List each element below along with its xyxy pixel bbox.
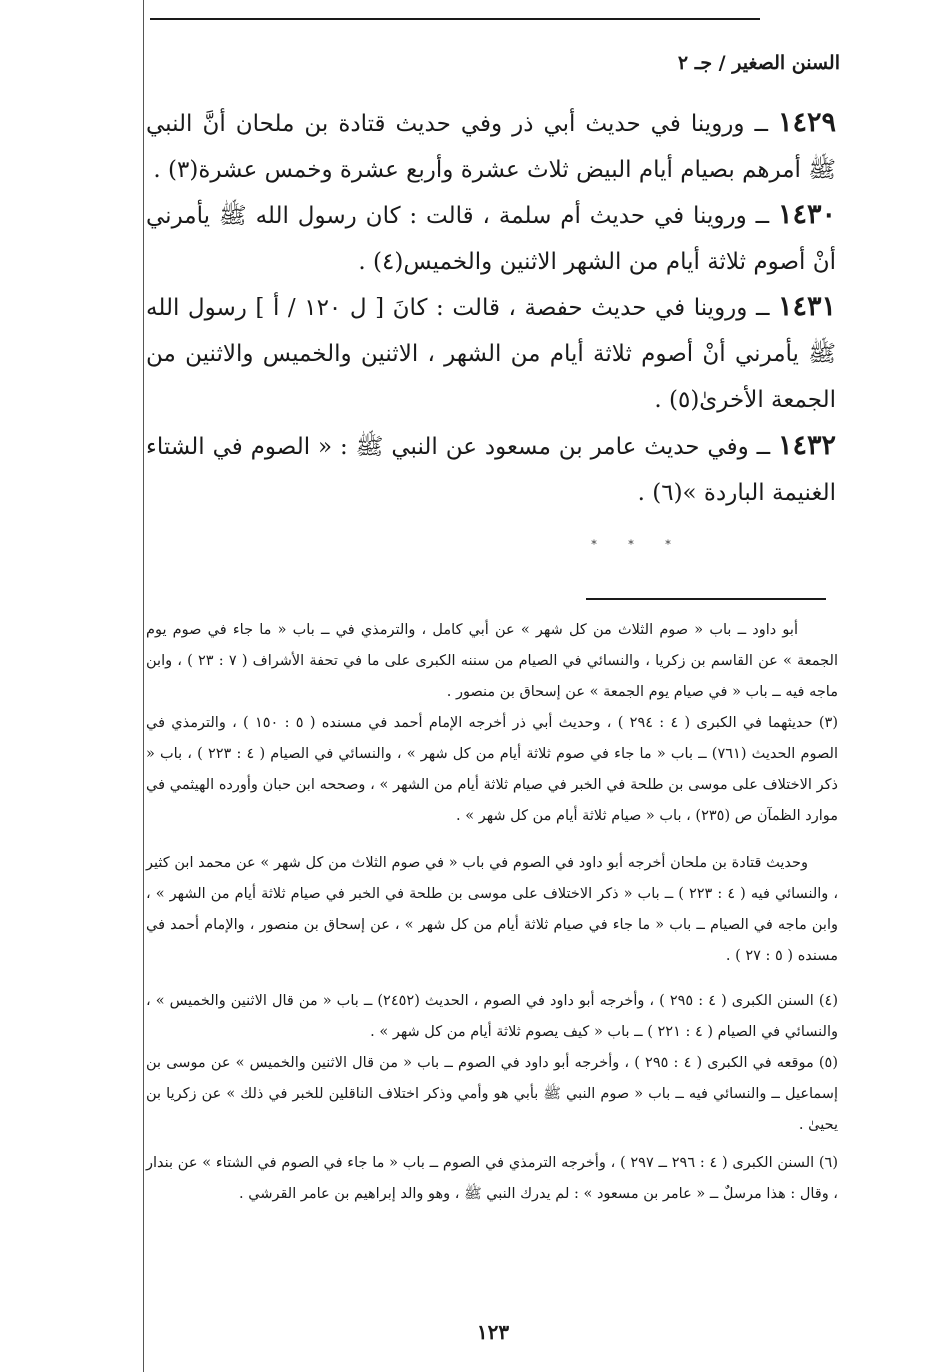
hadith-1431 xyxy=(146,284,836,423)
running-title: السنن الصغير / جـ ٢ xyxy=(677,52,840,74)
footnote-5: (٥) موقعه في الكبرى ( ٤ : ٢٩٥ ) ، وأخرجه أبو داود في الصوم ــ باب « من قال الاثنين والخميس » عن موسى بن إسماعيل ــ والنسائي فيه ــ باب « صوم النبي ﷺ بأبي هو وأمي وذكر اختلاف الناقلين للخبر في ذلك » عن زكريا بن يحيىٰ . xyxy=(146,1055,839,1133)
hadith-1429 xyxy=(146,100,836,193)
hadith-number: ١٤٣٢ xyxy=(777,430,836,461)
footnote-rule xyxy=(586,598,826,600)
hadith-1430 xyxy=(146,192,836,285)
footnote-continuation: أبو داود ــ باب « صوم الثلاث من كل شهر » عن أبي كامل ، والترمذي في ــ باب « ما جاء في صوم يوم الجمعة » عن القاسم بن زكريا ، والنسائي في الصيام من سننه الكبرى على ما في تحفة الأشراف ( ٧ : ٢٣ ) ، وابن ماجه فيه ــ باب « في صيام يوم الجمعة » عن إسحاق بن منصور . xyxy=(146,622,838,700)
page-number: ١٢٣ xyxy=(476,1320,510,1344)
hadith-text: ــ وروينا في حديث أم سلمة ، قالت : كان رسول الله ﷺ يأمرني أنْ أصوم ثلاثة أيام من الشهر الاثنين والخميس(٤) . xyxy=(146,203,836,275)
footnote-6: (٦) السنن الكبرى ( ٤ : ٢٩٦ ــ ٢٩٧ ) ، وأخرجه الترمذي في الصوم ــ باب « ما جاء في الصوم في الشتاء » عن بندار ، وقال : هذا مرسلٌ ــ « عامر بن مسعود » : لم يدرك النبي ﷺ ، وهو والد إبراهيم بن عامر القرشي . xyxy=(146,1155,839,1202)
footnote-4: (٤) السنن الكبرى ( ٤ : ٢٩٥ ) ، وأخرجه أبو داود في الصوم ، الحديث (٢٤٥٢) ــ باب « من قال الاثنين والخميس » ، والنسائي في الصيام ( ٤ : ٢٢١ ) ــ باب « كيف يصوم ثلاثة أيام من كل شهر » . xyxy=(146,993,839,1040)
hadith-text: ــ وروينا في حديث أبي ذر وفي حديث قتادة بن ملحان أنَّ النبي ﷺ أمرهم بصيام أيام البيض ثلاث عشرة وأربع عشرة وخمس عشرة(٣) . xyxy=(146,111,836,183)
margin-line xyxy=(143,0,144,1372)
footnote-3-continued: وحديث قتادة بن ملحان أخرجه أبو داود في الصوم في باب « في صوم الثلاث من كل شهر » عن محمد ابن كثير ، والنسائي فيه ( ٤ : ٢٢٣ ) ــ باب « ذكر الاختلاف على موسى بن طلحة في الخبر في صيام ثلاثة أيام من الشهر » ، وابن ماجه في الصيام ــ باب « ما جاء في صيام ثلاثة أيام من كل شهر » ، عن إسحاق بن منصور ، والإمام أحمد في مسنده ( ٥ : ٢٧ ) . xyxy=(146,855,839,964)
hadith-text: ــ وفي حديث عامر بن مسعود عن النبي ﷺ : « الصوم في الشتاء الغنيمة الباردة »(٦) . xyxy=(146,434,836,506)
hadith-1432 xyxy=(146,423,836,516)
hadith-number: ١٤٣٠ xyxy=(777,199,836,230)
hadith-text: ــ وروينا في حديث حفصة ، قالت : كانَ [ ل ١٢٠ / أ ] رسول الله ﷺ يأمرني أنْ أصوم ثلاثة أيام من الشهر ، الاثنين والخميس والاثنين من الجمعة الأخرىٰ(٥) . xyxy=(146,295,836,413)
footnote-3: (٣) حديثهما في الكبرى ( ٤ : ٢٩٤ ) ، وحديث أبي ذر أخرجه الإمام أحمد في مسنده ( ٥ : ١٥٠ ) ، والترمذي في الصوم الحديث (٧٦١) ــ باب « ما جاء في صوم ثلاثة أيام من كل شهر » ، والنسائي في الصيام ( ٤ : ٢٢٣ ) ، باب « ذكر الاختلاف على موسى بن طلحة في الخبر في صيام ثلاثة أيام من الشهر » ، وصححه ابن حبان وأورده الهيثمي في موارد الظمآن ص (٢٣٥) ، باب « صيام ثلاثة أيام من كل شهر » . xyxy=(146,715,839,824)
hadith-number: ١٤٣١ xyxy=(778,291,837,322)
header-rule xyxy=(150,18,760,20)
hadith-number: ١٤٢٩ xyxy=(777,107,836,138)
section-separator: * * * xyxy=(591,538,685,551)
running-header xyxy=(150,52,840,88)
